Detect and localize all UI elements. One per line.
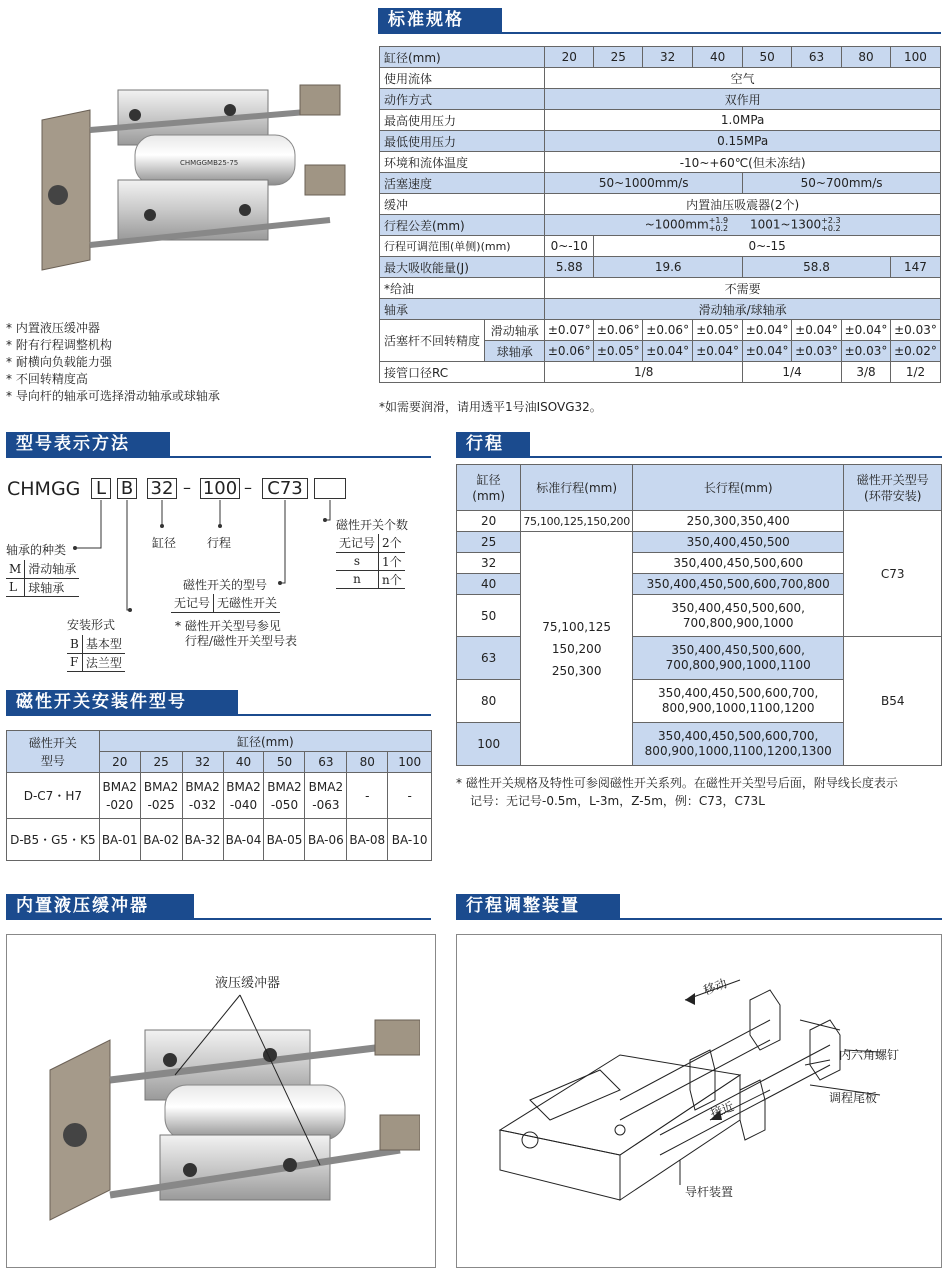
spec-note: *如需要润滑，请用透平1号油ISOVG32。 <box>379 400 602 414</box>
feature-item: * 耐横向负载能力强 <box>6 355 112 369</box>
feature-item: * 内置液压缓冲器 <box>6 321 100 335</box>
spec-header-row: 缸径(mm) 20 25 32 40 50 63 80 100 <box>380 47 941 68</box>
buffer-label: 液压缓冲器 <box>215 976 281 991</box>
section-title-stroke: 行程 <box>456 432 530 456</box>
feature-list <box>6 320 220 405</box>
feature-item: * 不回转精度高 <box>6 372 88 386</box>
mag-table: 磁性开关 型号 缸径(mm) 20 25 32 40 50 63 80 100 D-C7・H7 BMA2 -020 BMA2 -025 BMA2 -032 BMA2 -040 BMA2 -050 BMA2 -063 - - D-B5・G5・K5 BA-01 BA-02 BA-32 BA-04 BA-05 BA-06 BA-08 BA-10 <box>6 730 432 861</box>
section-title-spec: 标准规格 <box>378 8 502 32</box>
feature-item: * 附有行程调整机构 <box>6 338 112 352</box>
spec-table: 缸径(mm) 20 25 32 40 50 63 80 100 使用流体 空气 动作方式 双作用 最高使用压力 1.0MPa 最低使用压力 0.15MPa 环境和流体温度 -10~+60℃(但未冻结) 活塞速度 50~1000mm/s 50~700mm/s 缓冲 内置油压吸震器(2个) 行程公差(mm) ~1000mm+1.9 +0.2 1001~1300+2.3 +0.2 行程可调范围(单侧)(mm) 0~-10 0~-15 最大吸收能量(J) 5.88 19.6 58.8 147 *给油 不需要 轴承 滑动轴承/球轴承 活塞杆不回转精度 滑动轴承 ±0.07° ±0.06° ±0.06° ±0.05° ±0.04° ±0.04° ±0.04° ±0.03° 球轴承 ±0.06° ±0.05° ±0.04° ±0.04° ±0.04° ±0.03° ±0.03° ±0.02° 接管口径RC 1/8 1/4 3/8 1/2 <box>379 46 941 383</box>
model-prefix: CHMGG <box>7 478 81 500</box>
section-title-buffer: 内置液压缓冲器 <box>6 894 194 918</box>
buffer-photo <box>30 990 420 1230</box>
section-title-magmount: 磁性开关安装件型号 <box>6 690 238 714</box>
feature-item: * 导向杆的轴承可选择滑动轴承或球轴承 <box>6 389 220 403</box>
section-title-model: 型号表示方法 <box>6 432 170 456</box>
product-photo <box>30 70 360 280</box>
section-title-adjust: 行程调整装置 <box>456 894 620 918</box>
stroke-table: 缸径 (mm) 标准行程(mm) 长行程(mm) 磁性开关型号 (环带安装) 20 75,100,125,150,200 250,300,350,400 C73 25 75,100,125 150,200 250,300 350,400,450,500 32 350,400,450,500,600 40 350,400,450,500,600,700,800 50 350,400,450,500,600, 700,800,900,1000 63 350,400,450,500,600, 700,800,900,1000,1100 B54 80 350,400,450,500,600,700, 800,900,1000,1100,1200 100 350,400,450,500,600,700, 800,900,1000,1100,1200,1300 <box>456 464 942 766</box>
bore-label: 缸径(mm) <box>380 47 545 68</box>
product-label: CHMGGMB25-75 <box>180 159 239 167</box>
